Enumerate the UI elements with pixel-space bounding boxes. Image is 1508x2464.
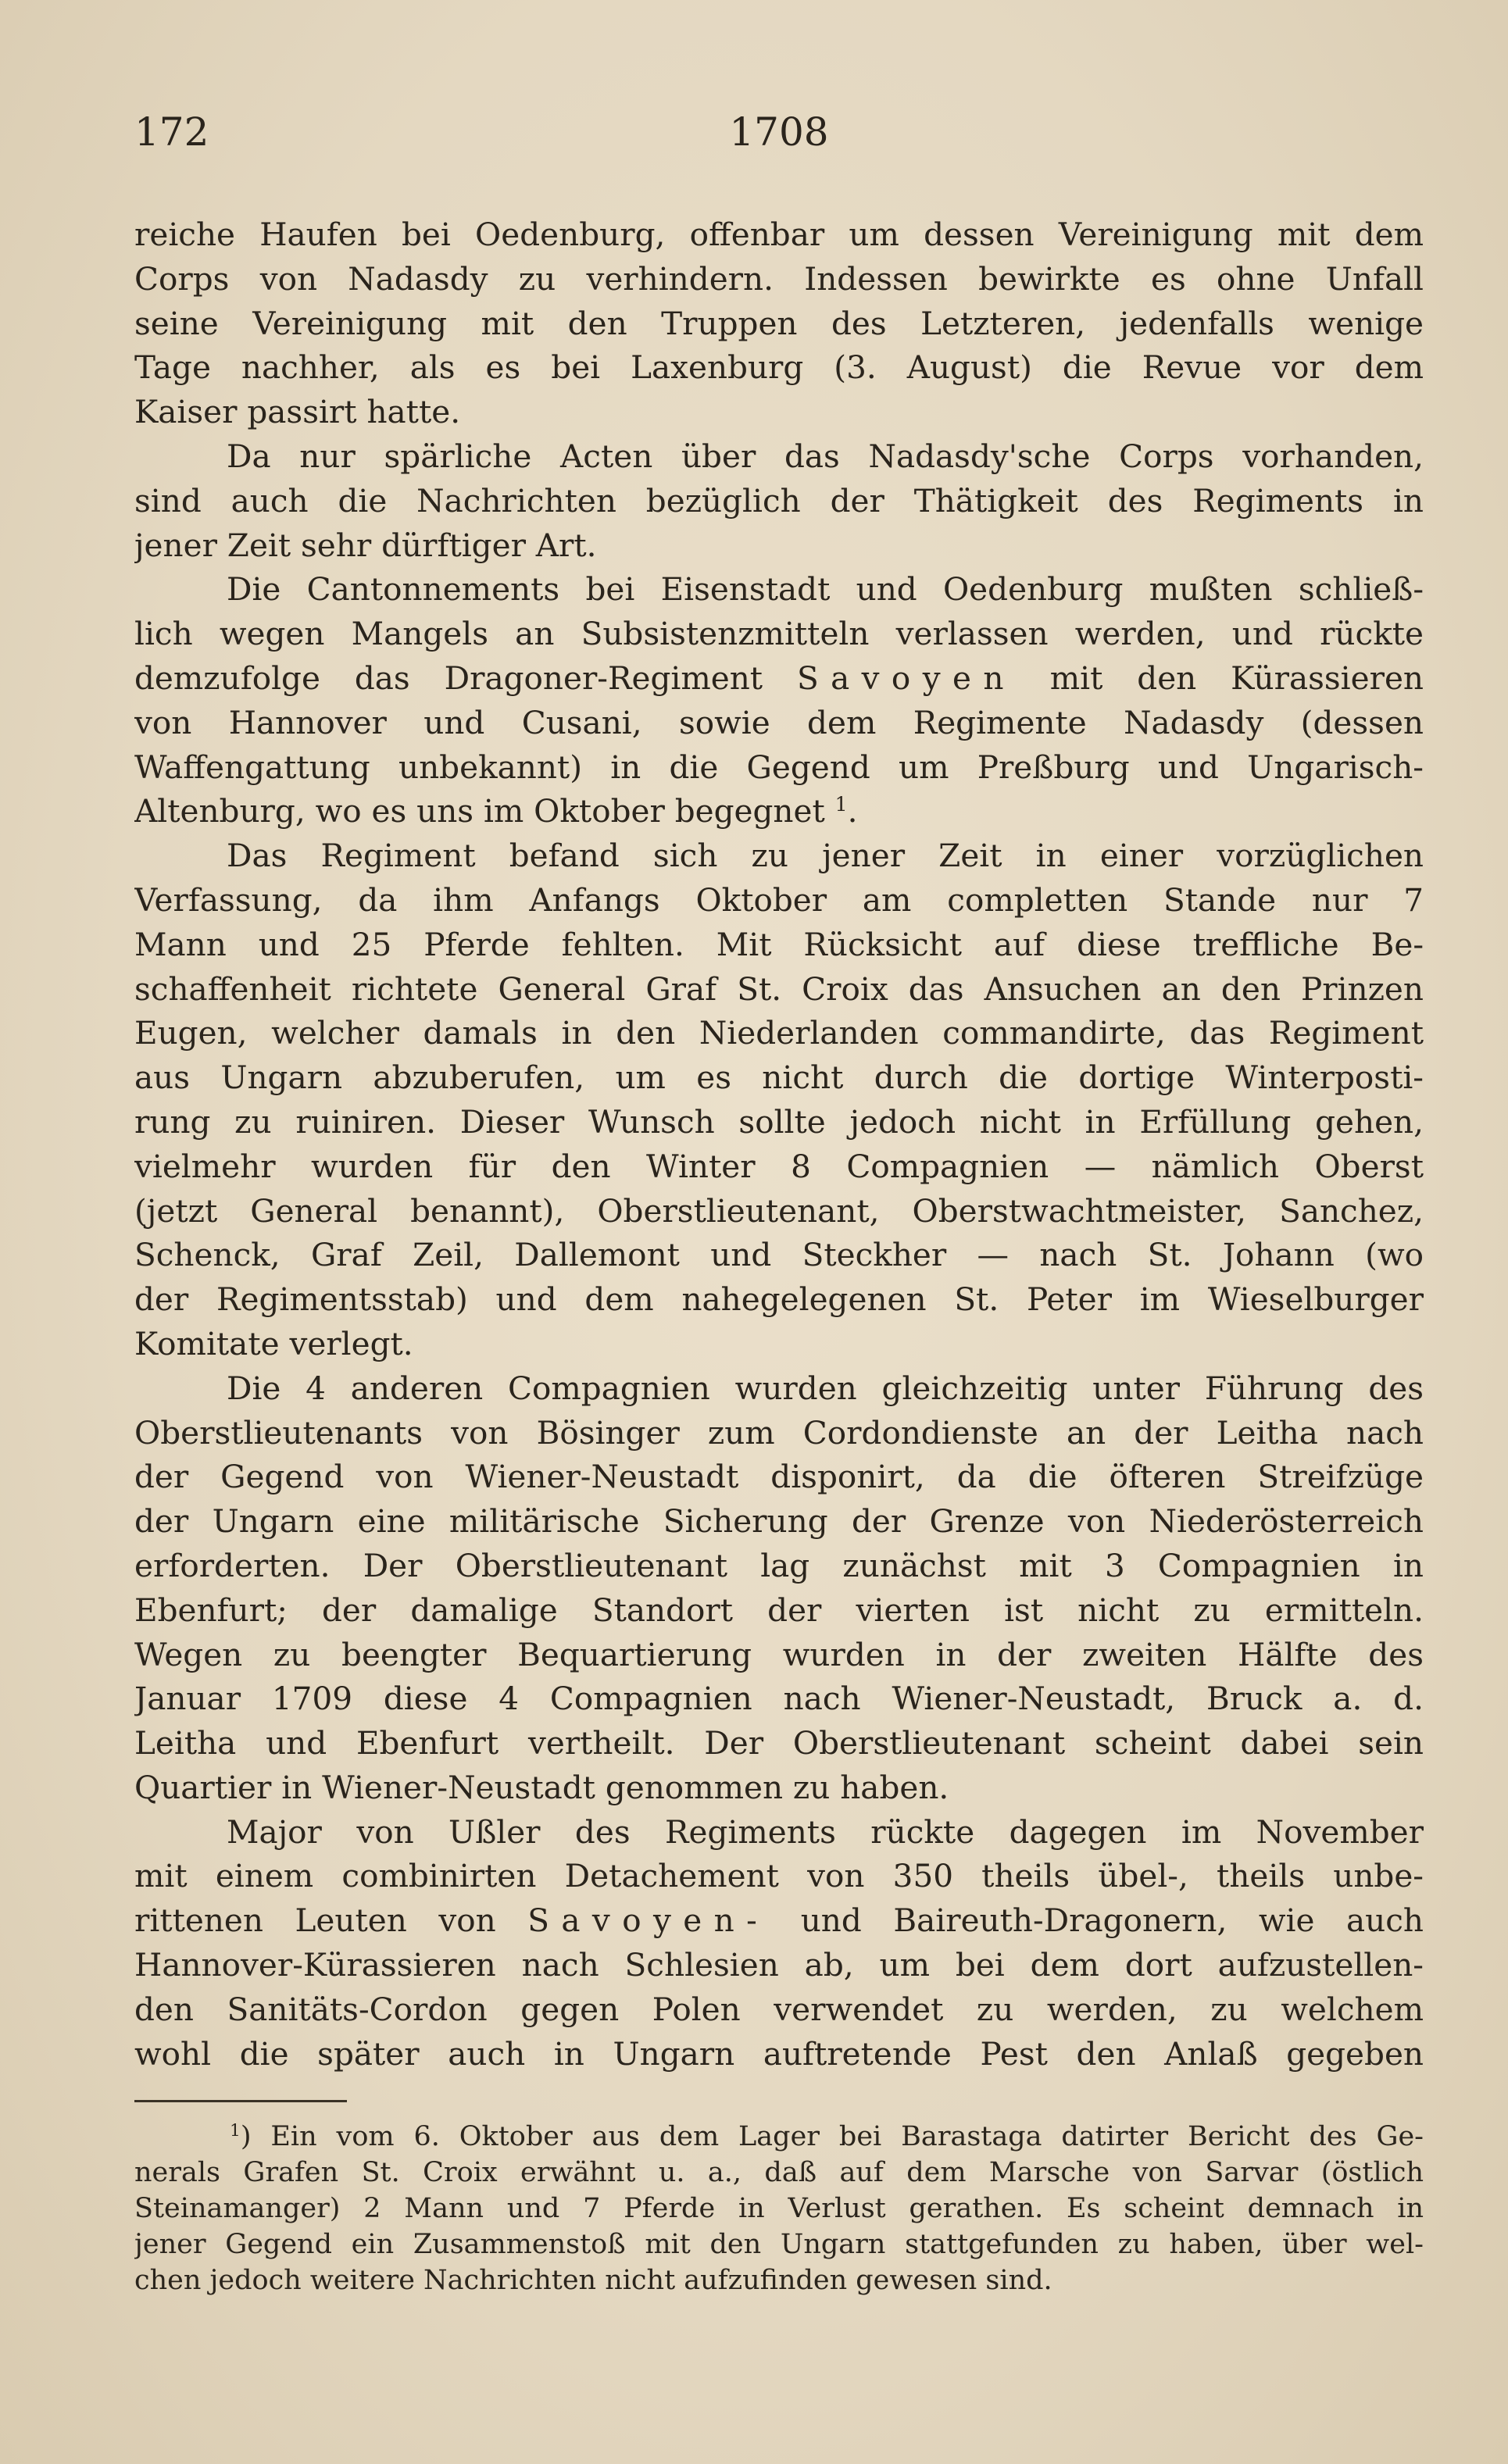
text-line: Corps von Nadasdy zu verhindern. Indessen bewirkte es ohne Unfall — [134, 259, 1424, 298]
text-line: Oberstlieutenants von Bösinger zum Cordondienste an der Leitha nach — [134, 1413, 1424, 1452]
text-line: wohl die später auch in Ungarn auftretende Pest den Anlaß gegeben — [134, 2034, 1424, 2073]
text-segment: und Baireuth-Dragonern, wie auch — [800, 1902, 1424, 1940]
text-line: (jetzt General benannt), Oberstlieutenant, Oberstwachtmeister, Sanchez, — [134, 1191, 1424, 1230]
spaced-regiment-name: Savoyen — [796, 659, 1016, 697]
paragraph-start-line: Die Cantonnements bei Eisenstadt und Oedenburg mußten schließ- — [227, 570, 1424, 609]
text-line: Mann und 25 Pferde fehlten. Mit Rücksicht auf diese treffliche Be- — [134, 925, 1424, 963]
text-line: vielmehr wurden für den Winter 8 Compagnien — nämlich Oberst — [134, 1147, 1424, 1185]
running-header — [134, 109, 1424, 164]
text-line: Januar 1709 diese 4 Compagnien nach Wiener-Neustadt, Bruck a. d. — [134, 1680, 1424, 1718]
text-segment: rittenen Leuten von — [134, 1902, 496, 1940]
text-line: schaffenheit richtete General Graf St. Croix das Ansuchen an den Prinzen — [134, 970, 1424, 1008]
text-segment: Altenburg, wo es uns im Oktober begegnet — [134, 792, 825, 830]
text-line: Leitha und Ebenfurt vertheilt. Der Oberstlieutenant scheint dabei sein — [134, 1724, 1424, 1762]
text-line: Wegen zu beengter Bequartierung wurden in der zweiten Hälfte des — [134, 1635, 1424, 1673]
text-line: Tage nachher, als es bei Laxenburg (3. August) die Revue vor dem — [134, 348, 1424, 387]
text-segment: demzufolge das Dragoner-Regiment — [134, 659, 763, 697]
paragraph-start-line: Das Regiment befand sich zu jener Zeit in einer vorzüglichen — [227, 837, 1424, 875]
text-line: der Ungarn eine militärische Sicherung der Grenze von Niederösterreich — [134, 1502, 1424, 1541]
text-line: aus Ungarn abzuberufen, um es nicht durch die dortige Winterposti- — [134, 1059, 1424, 1097]
text-line: den Sanitäts-Cordon gegen Polen verwendet zu werden, zu welchem — [134, 1990, 1424, 2028]
text-segment: mit den Kürassieren — [1049, 659, 1424, 697]
footnote-line: nerals Grafen St. Croix erwähnt u. a., daß auf dem Marsche von Sarvar (östlich — [134, 2157, 1424, 2188]
paragraph-start-line: Die 4 anderen Compagnien wurden gleichzeitig unter Führung des — [227, 1369, 1424, 1407]
text-segment: ) Ein vom 6. Oktober aus dem Lager bei Barastaga datirter Bericht des Ge- — [240, 2121, 1424, 2152]
paragraph-start-line: Da nur spärliche Acten über das Nadasdy'sche Corps vorhanden, — [227, 437, 1424, 475]
footnote-divider — [134, 2100, 347, 2102]
text-line: reiche Haufen bei Oedenburg, offenbar um dessen Vereinigung mit dem — [134, 216, 1424, 253]
text-line: erforderten. Der Oberstlieutenant lag zunächst mit 3 Compagnien in — [134, 1546, 1424, 1584]
page-number: 172 — [134, 109, 209, 155]
text-line: jener Zeit sehr dürftiger Art. — [134, 526, 597, 564]
paragraph-start-line: Major von Ußler des Regiments rückte dagegen im November — [227, 1812, 1424, 1851]
spaced-regiment-name: Savoyen- — [527, 1902, 770, 1940]
text-line: Eugen, welcher damals in den Niederlanden commandirte, das Regiment — [134, 1014, 1424, 1052]
footnote — [134, 2119, 1424, 2298]
text-line: seine Vereinigung mit den Truppen des Letzteren, jedenfalls wenige — [134, 304, 1424, 342]
text-segment: . — [847, 792, 858, 830]
footnote-line — [134, 2119, 1424, 2155]
text-line: rung zu ruiniren. Dieser Wunsch sollte jedoch nicht in Erfüllung gehen, — [134, 1102, 1424, 1141]
text-line: mit einem combinirten Detachement von 350 theils übel-, theils unbe- — [134, 1857, 1424, 1895]
footnote-line: Steinamanger) 2 Mann und 7 Pferde in Verlust gerathen. Es scheint demnach in — [134, 2193, 1424, 2224]
footnote-line: chen jedoch weitere Nachrichten nicht aufzufinden gewesen sind. — [134, 2265, 1052, 2296]
footnote-mark: 1 — [230, 2121, 241, 2141]
text-line — [134, 1898, 1424, 1943]
footnote-reference: 1 — [834, 793, 848, 816]
text-line: von Hannover und Cusani, sowie dem Regimente Nadasdy (dessen — [134, 703, 1424, 741]
running-head-year: 1708 — [729, 109, 829, 155]
text-line: der Gegend von Wiener-Neustadt disponirt, da die öfteren Streifzüge — [134, 1458, 1424, 1496]
footnote-line: jener Gegend ein Zusammenstoß mit den Ungarn stattgefunden zu haben, über wel- — [134, 2229, 1424, 2260]
text-line — [134, 789, 1424, 834]
text-line: Schenck, Graf Zeil, Dallemont und Steckher — nach St. Johann (wo — [134, 1236, 1424, 1274]
text-line: Kaiser passirt hatte. — [134, 393, 461, 431]
text-line: Verfassung, da ihm Anfangs Oktober am completten Stande nur 7 — [134, 880, 1424, 919]
text-line: Ebenfurt; der damalige Standort der vierten ist nicht zu ermitteln. — [134, 1591, 1424, 1629]
text-line: der Regimentsstab) und dem nahegelegenen St. Peter im Wieselburger — [134, 1280, 1424, 1319]
text-line — [134, 656, 1424, 701]
text-line: Waffengattung unbekannt) in die Gegend um Preßburg und Ungarisch- — [134, 748, 1424, 786]
main-text — [134, 212, 1424, 2076]
text-line: lich wegen Mangels an Subsistenzmitteln verlassen werden, und rückte — [134, 615, 1424, 653]
text-line: Quartier in Wiener-Neustadt genommen zu haben. — [134, 1768, 949, 1806]
text-line: Hannover-Kürassieren nach Schlesien ab, um bei dem dort aufzustellen- — [134, 1946, 1424, 1984]
text-line: Komitate verlegt. — [134, 1324, 413, 1362]
text-line: sind auch die Nachrichten bezüglich der Thätigkeit des Regiments in — [134, 481, 1424, 520]
